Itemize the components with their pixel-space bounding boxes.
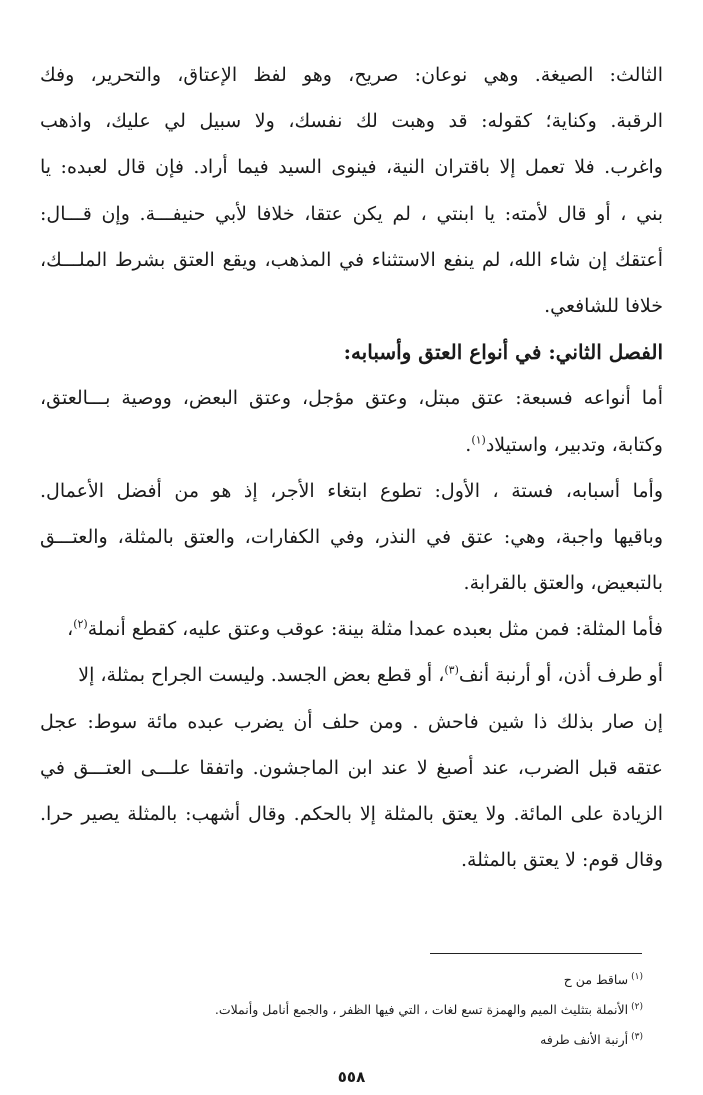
text-run: ، أو قطع بعض الجسد. وليست الجراح بمثلة، إلا xyxy=(78,664,445,687)
text-line: الثالث: الصيغة. وهي نوعان: صريح، وهو لفظ الإعتاق، والتحرير، وفك xyxy=(40,64,663,86)
footnote-text: أرنبة الأنف طرفه xyxy=(540,1032,629,1048)
text-line: وقال قوم: لا يعتق بالمثلة. xyxy=(460,849,663,872)
footnote-ref-2[interactable]: (٢) xyxy=(73,617,88,631)
text-line: بني ، أو قال لأمته: يا ابنتي ، لم يكن عتقا، خلافا لأبي حنيفـــة. وإن قـــال: xyxy=(40,202,663,225)
footnote-ref-1[interactable]: (١) xyxy=(471,433,486,447)
text-line xyxy=(40,606,663,652)
text-line: وأما أسبابه، فستة ، الأول: تطوع ابتغاء الأجر، إذ هو من أفضل الأعمال. xyxy=(40,479,663,502)
footnote-2 xyxy=(40,992,643,1022)
body-text xyxy=(40,52,663,883)
text-line: أعتقك إن شاء الله، لم ينفع الاستثناء في المذهب، ويقع العتق بشرط الملـــك، xyxy=(40,248,663,271)
footnote-separator xyxy=(430,953,642,954)
text-run: وكتابة، وتدبير، واستيلاد xyxy=(485,433,663,456)
footnote-number: (٣) xyxy=(631,1032,643,1042)
text-line xyxy=(40,422,663,468)
page-number: ٥٥٨ xyxy=(337,1068,366,1086)
footnote-text: ساقط من ح xyxy=(563,972,629,988)
text-line: وباقيها واجبة، وهي: عتق في النذر، وفي الكفارات، والعتق بالمثلة، والعتـــق xyxy=(40,525,663,548)
section-heading: الفصل الثاني: في أنواع العتق وأسبابه: xyxy=(343,340,663,365)
text-line: أما أنواعه فسبعة: عتق مبتل، وعتق مؤجل، وعتق البعض، ووصية بـــالعتق، xyxy=(40,387,663,410)
text-line: بالتبعيض، والعتق بالقرابة. xyxy=(463,572,663,595)
footnote-text: الأنملة بتثليث الميم والهمزة تسع لغات ، التي فيها الظفر ، والجمع أنامل وأنملات. xyxy=(214,1002,629,1018)
text-line: الزيادة على المائة. ولا يعتق بالمثلة إلا بالحكم. وقال أشهب: بالمثلة يصير حرا. xyxy=(40,803,663,825)
footnote-number: (١) xyxy=(631,972,643,982)
footnote-number: (٢) xyxy=(631,1002,643,1012)
text-run: ، xyxy=(67,618,74,641)
text-line: الرقبة. وكناية؛ كقوله: قد وهبت لك نفسك، ولا سبيل لي عليك، واذهب xyxy=(40,110,663,133)
footnotes xyxy=(40,962,643,1052)
text-run: أو طرف أذن، أو أرنبة أنف xyxy=(458,664,663,687)
footnote-ref-3[interactable]: (٣) xyxy=(444,664,459,678)
text-line: عتقه قبل الضرب، عند أصبغ لا عند ابن الماجشون. واتفقا علـــى العتـــق في xyxy=(40,756,663,779)
footnote-1 xyxy=(40,962,643,992)
text-line xyxy=(40,652,663,698)
text-line: خلافا للشافعي. xyxy=(544,294,663,317)
text-line: واغرب. فلا تعمل إلا باقتران النية، فينوى السيد فيما أراد. فإن قال لعبده: يا xyxy=(40,156,663,179)
text-run: فأما المثلة: فمن مثل بعبده عمدا مثلة بينة: عوقب وعتق عليه، كقطع أنملة xyxy=(87,618,663,641)
footnote-3 xyxy=(40,1022,643,1052)
text-line: إن صار بذلك ذا شين فاحش . ومن حلف أن يضرب عبده مائة سوط: عجل xyxy=(40,710,663,733)
text-run: . xyxy=(465,433,472,456)
